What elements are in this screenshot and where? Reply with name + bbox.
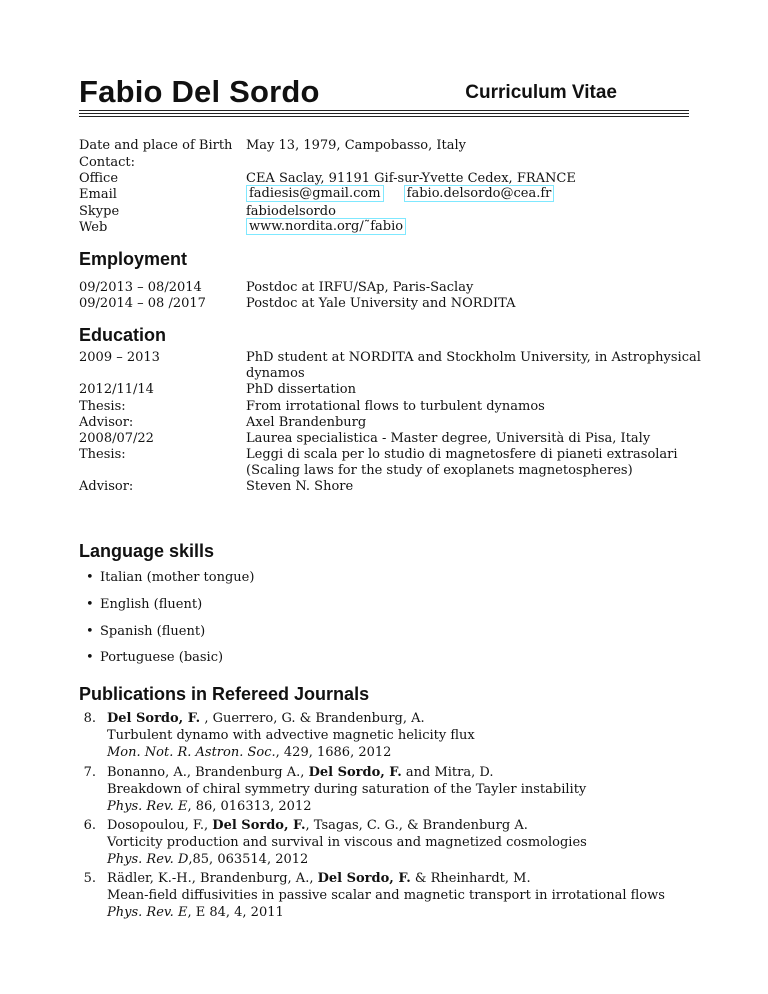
label-email: Email [79, 187, 117, 202]
label-contact: Contact: [79, 155, 136, 170]
publication-item: 8. Del Sordo, F. , Guerrero, G. & Brandenburg, A. Turbulent dynamo with advective magnetic helicity flux Mon. Not. R. Astron. Soc., 429, 1686, 2012 [83, 711, 475, 760]
web-link-wrap [246, 218, 406, 235]
label-birth: Date and place of Birth [79, 138, 233, 153]
education-label: Advisor: [79, 479, 134, 494]
author-highlight: Del Sordo, F. [317, 871, 411, 886]
publication-item: 5. Rädler, K.-H., Brandenburg, A., Del Sordo, F. & Rheinhardt, M. Mean-field diffusivities in passive scalar and magnetic transport in irrotational flows Phys. Rev. E, E 84, 4, 2011 [83, 871, 665, 920]
education-text: PhD student at NORDITA and Stockholm University, in Astrophysical [246, 350, 701, 365]
value-skype: fabiodelsordo [246, 204, 336, 219]
publication-item: 6. Dosopoulou, F., Del Sordo, F., Tsagas, C. G., & Brandenburg A. Vorticity production and survival in viscous and magnetized cosmologies Phys. Rev. D,85, 063514, 2012 [83, 818, 587, 867]
education-text: Laurea specialistica - Master degree, Università di Pisa, Italy [246, 431, 651, 446]
bullet-icon: • [86, 650, 94, 665]
language-item: • Italian (mother tongue) [86, 570, 255, 585]
section-languages: Language skills [79, 541, 215, 561]
education-text: PhD dissertation [246, 382, 356, 397]
employment-date: 09/2014 – 08 /2017 [79, 296, 206, 311]
education-label: Advisor: [79, 415, 134, 430]
education-label: 2012/11/14 [79, 382, 154, 397]
web-link[interactable]: www.nordita.org/˜fabio [246, 218, 406, 235]
education-label: Thesis: [79, 447, 126, 462]
language-item: • English (fluent) [86, 597, 203, 612]
employment-text: Postdoc at IRFU/SAp, Paris-Saclay [246, 280, 474, 295]
education-text: (Scaling laws for the study of exoplanets magnetospheres) [246, 463, 633, 478]
section-publications: Publications in Refereed Journals [79, 684, 370, 704]
author-highlight: Del Sordo, F. [107, 711, 201, 726]
employment-date: 09/2013 – 08/2014 [79, 280, 202, 295]
section-education: Education [79, 325, 167, 345]
bullet-icon: • [86, 624, 94, 639]
label-skype: Skype [79, 204, 120, 219]
education-label: Thesis: [79, 399, 126, 414]
bullet-icon: • [86, 570, 94, 585]
publication-item: 7. Bonanno, A., Brandenburg A., Del Sordo, F. and Mitra, D. Breakdown of chiral symmetry during saturation of the Tayler instability Phys. Rev. E, 86, 016313, 2012 [83, 765, 587, 814]
language-item: • Spanish (fluent) [86, 624, 206, 639]
author-highlight: Del Sordo, F. [212, 818, 306, 833]
value-office: CEA Saclay, 91191 Gif-sur-Yvette Cedex, FRANCE [246, 171, 576, 186]
bullet-icon: • [86, 597, 94, 612]
education-label: 2009 – 2013 [79, 350, 160, 365]
email-links [246, 185, 554, 202]
language-item: • Portuguese (basic) [86, 650, 224, 665]
email-link-gmail[interactable]: fadiesis@gmail.com [246, 185, 384, 202]
header-rule [79, 116, 689, 117]
section-employment: Employment [79, 249, 188, 269]
email-link-cea[interactable]: fabio.delsordo@cea.fr [404, 185, 555, 202]
label-office: Office [79, 171, 119, 186]
education-text: Steven N. Shore [246, 479, 354, 494]
author-name: Fabio Del Sordo [79, 74, 320, 109]
education-label: 2008/07/22 [79, 431, 154, 446]
header-rule [79, 113, 689, 114]
value-birth: May 13, 1979, Campobasso, Italy [246, 138, 466, 153]
education-text: From irrotational flows to turbulent dynamos [246, 399, 545, 414]
education-text: dynamos [246, 366, 305, 381]
author-highlight: Del Sordo, F. [308, 765, 402, 780]
education-text: Axel Brandenburg [246, 415, 367, 430]
header-rule [79, 110, 689, 111]
employment-text: Postdoc at Yale University and NORDITA [246, 296, 516, 311]
education-text: Leggi di scala per lo studio di magnetosfere di pianeti extrasolari [246, 447, 678, 462]
label-web: Web [79, 220, 108, 235]
document-title: Curriculum Vitae [465, 82, 617, 103]
